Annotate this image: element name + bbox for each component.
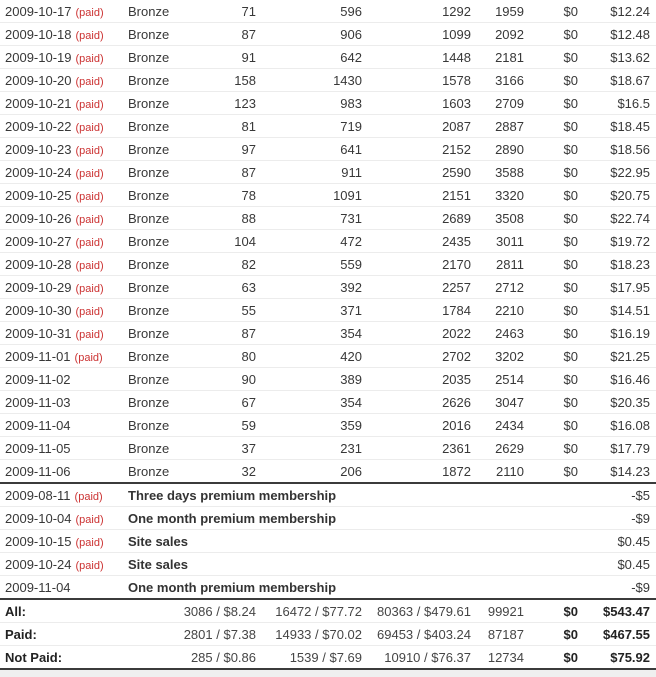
membership-cell: Bronze: [124, 253, 200, 276]
count-1-cell: 80: [200, 345, 256, 368]
count-2-cell: 596: [256, 0, 362, 23]
count-3-cell: 1448: [362, 46, 471, 69]
total-label-cell: Not Paid:: [0, 646, 124, 670]
date-text: 2009-10-15: [5, 533, 72, 549]
paid-marker: (paid): [75, 6, 104, 19]
paid-marker: (paid): [75, 282, 104, 295]
count-4-cell: 2890: [471, 138, 524, 161]
total-count-3-cell: 80363 / $479.61: [362, 599, 471, 623]
total-earnings-cell: $467.55: [578, 623, 656, 646]
earnings-row: [0, 138, 656, 161]
earnings-cell: $18.23: [578, 253, 656, 276]
total-count-1-cell: 285 / $0.86: [124, 646, 256, 670]
total-count-3-cell: 10910 / $76.37: [362, 646, 471, 670]
membership-cell: Bronze: [124, 69, 200, 92]
date-cell: [0, 161, 124, 184]
count-3-cell: 1578: [362, 69, 471, 92]
count-3-cell: 2035: [362, 368, 471, 391]
count-2-cell: 354: [256, 391, 362, 414]
date-text: 2009-10-19: [5, 49, 72, 65]
payout-cell: $0: [524, 368, 578, 391]
earnings-cell: $22.95: [578, 161, 656, 184]
count-4-cell: 2514: [471, 368, 524, 391]
count-2-cell: 642: [256, 46, 362, 69]
adjustment-amount-cell: $0.45: [578, 530, 656, 553]
adjustment-description-cell: One month premium membership: [124, 507, 578, 530]
membership-cell: Bronze: [124, 115, 200, 138]
count-4-cell: 3320: [471, 184, 524, 207]
date-cell: [0, 23, 124, 46]
adjustment-description-cell: Three days premium membership: [124, 483, 578, 507]
earnings-cell: $18.45: [578, 115, 656, 138]
date-text: 2009-10-24: [5, 556, 72, 572]
date-cell: [0, 345, 124, 368]
earnings-row: [0, 46, 656, 69]
date-cell: [0, 368, 124, 391]
count-4-cell: 2629: [471, 437, 524, 460]
count-2-cell: 719: [256, 115, 362, 138]
paid-marker: (paid): [75, 213, 104, 226]
count-4-cell: 2463: [471, 322, 524, 345]
total-count-2-cell: 14933 / $70.02: [256, 623, 362, 646]
payout-cell: $0: [524, 230, 578, 253]
count-2-cell: 559: [256, 253, 362, 276]
date-text: 2009-10-29: [5, 279, 72, 295]
paid-marker: (paid): [75, 259, 104, 272]
payout-cell: $0: [524, 23, 578, 46]
count-2-cell: 911: [256, 161, 362, 184]
count-1-cell: 97: [200, 138, 256, 161]
count-1-cell: 123: [200, 92, 256, 115]
earnings-cell: $21.25: [578, 345, 656, 368]
count-3-cell: 1872: [362, 460, 471, 484]
paid-marker: (paid): [75, 75, 104, 88]
payout-cell: $0: [524, 345, 578, 368]
count-4-cell: 3588: [471, 161, 524, 184]
total-payout-cell: $0: [524, 599, 578, 623]
payout-cell: $0: [524, 138, 578, 161]
date-text: 2009-10-31: [5, 325, 72, 341]
count-2-cell: 1091: [256, 184, 362, 207]
count-4-cell: 3011: [471, 230, 524, 253]
paid-marker: (paid): [75, 52, 104, 65]
date-text: 2009-10-30: [5, 302, 72, 318]
total-label-cell: All:: [0, 599, 124, 623]
earnings-row: [0, 161, 656, 184]
earnings-row: [0, 414, 656, 437]
date-text: 2009-08-11: [5, 487, 71, 503]
count-1-cell: 78: [200, 184, 256, 207]
payout-cell: $0: [524, 115, 578, 138]
adjustment-description-cell: Site sales: [124, 530, 578, 553]
total-row: [0, 623, 656, 646]
membership-cell: Bronze: [124, 184, 200, 207]
date-text: 2009-10-26: [5, 210, 72, 226]
earnings-cell: $16.19: [578, 322, 656, 345]
membership-cell: Bronze: [124, 46, 200, 69]
date-text: 2009-11-04: [5, 417, 71, 433]
date-cell: [0, 391, 124, 414]
count-4-cell: 2712: [471, 276, 524, 299]
adjustment-row: [0, 507, 656, 530]
count-1-cell: 158: [200, 69, 256, 92]
membership-cell: Bronze: [124, 437, 200, 460]
paid-marker: (paid): [75, 536, 104, 549]
date-text: 2009-10-21: [5, 95, 72, 111]
date-cell: [0, 507, 124, 530]
paid-marker: (paid): [75, 167, 104, 180]
count-4-cell: 2210: [471, 299, 524, 322]
earnings-row: [0, 345, 656, 368]
date-cell: [0, 322, 124, 345]
total-row: [0, 646, 656, 670]
paid-marker: (paid): [75, 144, 104, 157]
date-cell: [0, 530, 124, 553]
date-text: 2009-10-25: [5, 187, 72, 203]
count-1-cell: 81: [200, 115, 256, 138]
membership-cell: Bronze: [124, 23, 200, 46]
paid-marker: (paid): [75, 121, 104, 134]
paid-marker: (paid): [75, 98, 104, 111]
count-3-cell: 1099: [362, 23, 471, 46]
count-2-cell: 371: [256, 299, 362, 322]
date-cell: [0, 184, 124, 207]
date-text: 2009-11-02: [5, 371, 71, 387]
count-3-cell: 1784: [362, 299, 471, 322]
earnings-cell: $18.67: [578, 69, 656, 92]
earnings-cell: $14.51: [578, 299, 656, 322]
total-count-2-cell: 1539 / $7.69: [256, 646, 362, 670]
earnings-row: [0, 299, 656, 322]
payout-cell: $0: [524, 253, 578, 276]
count-1-cell: 87: [200, 322, 256, 345]
earnings-row: [0, 253, 656, 276]
count-4-cell: 2181: [471, 46, 524, 69]
membership-cell: Bronze: [124, 368, 200, 391]
earnings-cell: $22.74: [578, 207, 656, 230]
payout-cell: $0: [524, 184, 578, 207]
paid-marker: (paid): [75, 513, 104, 526]
date-cell: [0, 553, 124, 576]
earnings-cell: $16.46: [578, 368, 656, 391]
count-4-cell: 2709: [471, 92, 524, 115]
date-text: 2009-10-27: [5, 233, 72, 249]
earnings-cell: $14.23: [578, 460, 656, 484]
count-1-cell: 63: [200, 276, 256, 299]
date-text: 2009-10-24: [5, 164, 72, 180]
payout-cell: $0: [524, 460, 578, 484]
count-2-cell: 731: [256, 207, 362, 230]
membership-cell: Bronze: [124, 207, 200, 230]
date-cell: [0, 276, 124, 299]
total-count-2-cell: 16472 / $77.72: [256, 599, 362, 623]
count-3-cell: 2626: [362, 391, 471, 414]
count-1-cell: 59: [200, 414, 256, 437]
paid-marker: (paid): [74, 351, 103, 364]
count-2-cell: 420: [256, 345, 362, 368]
totals-section: [0, 599, 656, 669]
payout-cell: $0: [524, 414, 578, 437]
payout-cell: $0: [524, 92, 578, 115]
date-text: 2009-11-05: [5, 440, 71, 456]
adjustment-row: [0, 576, 656, 600]
paid-marker: (paid): [75, 29, 104, 42]
payout-cell: $0: [524, 0, 578, 23]
earnings-row: [0, 368, 656, 391]
date-cell: [0, 69, 124, 92]
count-3-cell: 2170: [362, 253, 471, 276]
count-3-cell: 2590: [362, 161, 471, 184]
count-2-cell: 641: [256, 138, 362, 161]
earnings-row: [0, 460, 656, 484]
membership-cell: Bronze: [124, 276, 200, 299]
total-payout-cell: $0: [524, 623, 578, 646]
date-text: 2009-10-23: [5, 141, 72, 157]
adjustment-amount-cell: $0.45: [578, 553, 656, 576]
count-4-cell: 3508: [471, 207, 524, 230]
date-cell: [0, 92, 124, 115]
adjustment-row: [0, 483, 656, 507]
earnings-row: [0, 391, 656, 414]
count-3-cell: 2435: [362, 230, 471, 253]
count-1-cell: 82: [200, 253, 256, 276]
date-cell: [0, 253, 124, 276]
earnings-row: [0, 0, 656, 23]
paid-marker: (paid): [75, 559, 104, 572]
count-3-cell: 2022: [362, 322, 471, 345]
date-text: 2009-10-17: [5, 3, 72, 19]
adjustment-description-cell: One month premium membership: [124, 576, 578, 600]
total-row: [0, 599, 656, 623]
membership-cell: Bronze: [124, 414, 200, 437]
payout-cell: $0: [524, 391, 578, 414]
count-1-cell: 88: [200, 207, 256, 230]
adjustment-amount-cell: -$9: [578, 576, 656, 600]
adjustment-description-cell: Site sales: [124, 553, 578, 576]
count-3-cell: 1603: [362, 92, 471, 115]
total-count-1-cell: 3086 / $8.24: [124, 599, 256, 623]
count-2-cell: 392: [256, 276, 362, 299]
count-1-cell: 37: [200, 437, 256, 460]
date-cell: [0, 115, 124, 138]
count-3-cell: 2361: [362, 437, 471, 460]
earnings-row: [0, 184, 656, 207]
earnings-row: [0, 322, 656, 345]
total-count-4-cell: 87187: [471, 623, 524, 646]
count-4-cell: 3047: [471, 391, 524, 414]
payout-cell: $0: [524, 207, 578, 230]
count-2-cell: 983: [256, 92, 362, 115]
earnings-cell: $13.62: [578, 46, 656, 69]
count-4-cell: 3202: [471, 345, 524, 368]
earnings-cell: $18.56: [578, 138, 656, 161]
earnings-row: [0, 115, 656, 138]
count-2-cell: 231: [256, 437, 362, 460]
count-2-cell: 206: [256, 460, 362, 484]
membership-cell: Bronze: [124, 92, 200, 115]
membership-cell: Bronze: [124, 230, 200, 253]
count-1-cell: 67: [200, 391, 256, 414]
paid-marker: (paid): [74, 490, 103, 503]
count-3-cell: 2702: [362, 345, 471, 368]
earnings-cell: $16.08: [578, 414, 656, 437]
earnings-row: [0, 276, 656, 299]
total-count-4-cell: 99921: [471, 599, 524, 623]
count-3-cell: 2087: [362, 115, 471, 138]
paid-marker: (paid): [75, 236, 104, 249]
count-4-cell: 3166: [471, 69, 524, 92]
membership-cell: Bronze: [124, 299, 200, 322]
total-label-cell: Paid:: [0, 623, 124, 646]
earnings-cell: $17.95: [578, 276, 656, 299]
count-1-cell: 32: [200, 460, 256, 484]
count-4-cell: 2887: [471, 115, 524, 138]
membership-cell: Bronze: [124, 0, 200, 23]
earnings-row: [0, 437, 656, 460]
earnings-row: [0, 23, 656, 46]
paid-marker: (paid): [75, 190, 104, 203]
date-cell: [0, 230, 124, 253]
earnings-row: [0, 230, 656, 253]
date-cell: [0, 576, 124, 600]
membership-cell: Bronze: [124, 161, 200, 184]
adjustments-section: [0, 483, 656, 599]
count-3-cell: 2689: [362, 207, 471, 230]
total-payout-cell: $0: [524, 646, 578, 670]
count-3-cell: 2151: [362, 184, 471, 207]
earnings-cell: $12.48: [578, 23, 656, 46]
date-cell: [0, 0, 124, 23]
date-text: 2009-10-22: [5, 118, 72, 134]
date-text: 2009-11-01: [5, 348, 71, 364]
count-3-cell: 1292: [362, 0, 471, 23]
adjustment-amount-cell: -$9: [578, 507, 656, 530]
count-2-cell: 359: [256, 414, 362, 437]
count-2-cell: 1430: [256, 69, 362, 92]
count-4-cell: 1959: [471, 0, 524, 23]
earnings-cell: $17.79: [578, 437, 656, 460]
payout-cell: $0: [524, 322, 578, 345]
total-earnings-cell: $75.92: [578, 646, 656, 670]
count-2-cell: 906: [256, 23, 362, 46]
earnings-row: [0, 207, 656, 230]
count-1-cell: 71: [200, 0, 256, 23]
total-count-3-cell: 69453 / $403.24: [362, 623, 471, 646]
payout-cell: $0: [524, 276, 578, 299]
membership-cell: Bronze: [124, 345, 200, 368]
total-count-1-cell: 2801 / $7.38: [124, 623, 256, 646]
earnings-row: [0, 92, 656, 115]
earnings-cell: $20.35: [578, 391, 656, 414]
total-count-4-cell: 12734: [471, 646, 524, 670]
count-4-cell: 2110: [471, 460, 524, 484]
earnings-cell: $16.5: [578, 92, 656, 115]
date-cell: [0, 46, 124, 69]
date-cell: [0, 138, 124, 161]
membership-cell: Bronze: [124, 322, 200, 345]
paid-marker: (paid): [75, 305, 104, 318]
count-2-cell: 389: [256, 368, 362, 391]
earnings-cell: $12.24: [578, 0, 656, 23]
membership-cell: Bronze: [124, 391, 200, 414]
count-1-cell: 104: [200, 230, 256, 253]
payout-cell: $0: [524, 437, 578, 460]
date-cell: [0, 460, 124, 484]
count-1-cell: 91: [200, 46, 256, 69]
earnings-cell: $19.72: [578, 230, 656, 253]
adjustment-amount-cell: -$5: [578, 483, 656, 507]
earnings-cell: $20.75: [578, 184, 656, 207]
count-3-cell: 2257: [362, 276, 471, 299]
payout-cell: $0: [524, 46, 578, 69]
date-cell: [0, 299, 124, 322]
date-cell: [0, 207, 124, 230]
count-1-cell: 87: [200, 161, 256, 184]
count-4-cell: 2092: [471, 23, 524, 46]
membership-cell: Bronze: [124, 138, 200, 161]
date-text: 2009-11-06: [5, 463, 71, 479]
payout-cell: $0: [524, 299, 578, 322]
date-cell: [0, 414, 124, 437]
date-text: 2009-11-04: [5, 579, 71, 595]
count-1-cell: 87: [200, 23, 256, 46]
membership-cell: Bronze: [124, 460, 200, 484]
date-cell: [0, 483, 124, 507]
payout-cell: $0: [524, 69, 578, 92]
payout-cell: $0: [524, 161, 578, 184]
date-text: 2009-10-28: [5, 256, 72, 272]
earnings-row: [0, 69, 656, 92]
date-text: 2009-11-03: [5, 394, 71, 410]
adjustment-row: [0, 553, 656, 576]
count-4-cell: 2811: [471, 253, 524, 276]
count-1-cell: 90: [200, 368, 256, 391]
date-text: 2009-10-20: [5, 72, 72, 88]
total-earnings-cell: $543.47: [578, 599, 656, 623]
count-3-cell: 2152: [362, 138, 471, 161]
paid-marker: (paid): [75, 328, 104, 341]
count-4-cell: 2434: [471, 414, 524, 437]
count-2-cell: 354: [256, 322, 362, 345]
date-text: 2009-10-18: [5, 26, 72, 42]
count-3-cell: 2016: [362, 414, 471, 437]
adjustment-row: [0, 530, 656, 553]
date-text: 2009-10-04: [5, 510, 72, 526]
count-1-cell: 55: [200, 299, 256, 322]
count-2-cell: 472: [256, 230, 362, 253]
date-cell: [0, 437, 124, 460]
